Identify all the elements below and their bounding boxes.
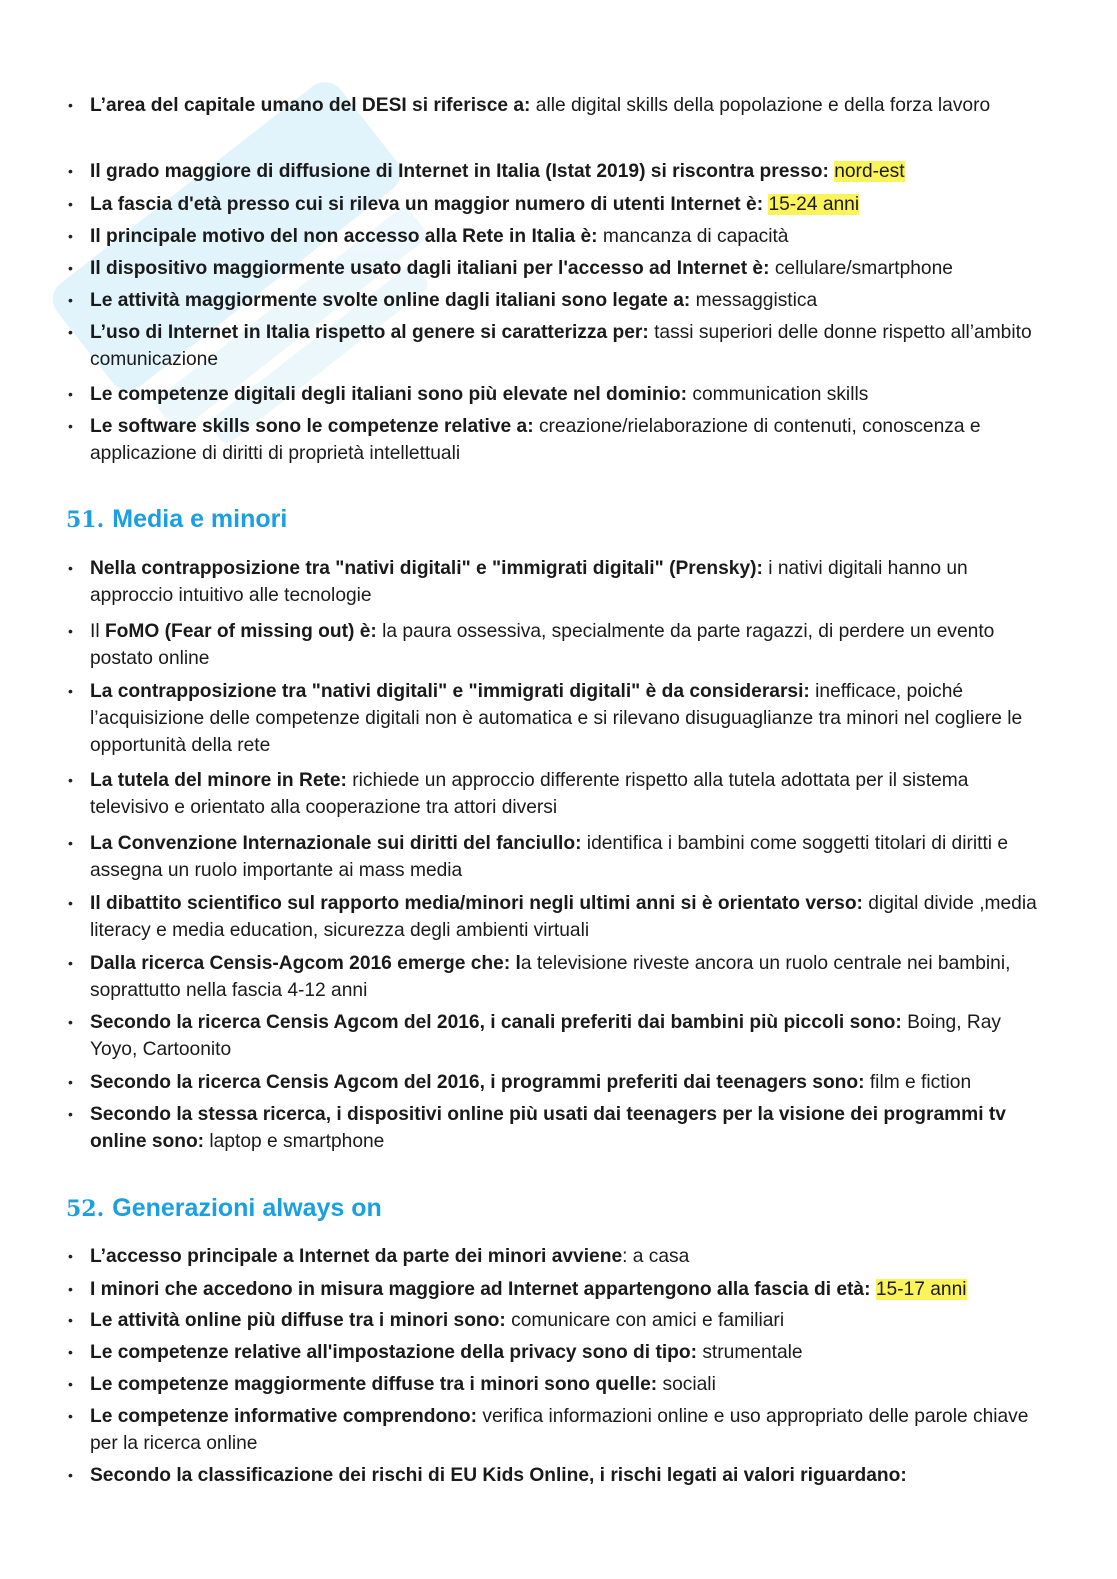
question: Il grado maggiore di diffusione di Internet in Italia (Istat 2019) si riscontra presso: bbox=[90, 161, 829, 182]
list-item bbox=[90, 287, 1045, 314]
list-item bbox=[90, 1371, 1045, 1398]
question: Il dibattito scientifico sul rapporto media/minori negli ultimi anni si è orientato verso: bbox=[90, 893, 863, 914]
section-number: 52. bbox=[66, 1196, 105, 1222]
answer: i nativi digitali hanno un approccio intuitivo alle tecnologie bbox=[90, 558, 968, 606]
answer: laptop e smartphone bbox=[204, 1131, 385, 1152]
list-item bbox=[90, 413, 1045, 467]
list-item bbox=[90, 191, 1045, 218]
question: La tutela del minore in Rete: bbox=[90, 770, 347, 791]
section-title: Generazioni always on bbox=[112, 1194, 382, 1222]
list-item bbox=[90, 1101, 1045, 1155]
answer: richiede un approccio differente rispetto alla tutela adottata per il sistema televisivo e orientato alla cooperazione tra attori diversi bbox=[90, 770, 969, 818]
prefix: Il bbox=[90, 621, 105, 642]
answer: : a casa bbox=[622, 1246, 690, 1267]
highlighted-answer: 15-17 anni bbox=[875, 1279, 967, 1300]
answer: identifica i bambini come soggetti titolari di diritti e assegna un ruolo importante ai mass media bbox=[90, 833, 1009, 881]
list-item bbox=[90, 158, 1045, 185]
section-heading bbox=[66, 1192, 382, 1225]
question: La Convenzione Internazionale sui diritti del fanciullo: bbox=[90, 833, 582, 854]
question: Le competenze digitali degli italiani sono più elevate nel dominio: bbox=[90, 384, 688, 405]
question: Secondo la ricerca Censis Agcom del 2016, i programmi preferiti dai teenagers sono: bbox=[90, 1072, 865, 1093]
answer: la paura ossessiva, specialmente da parte ragazzi, di perdere un evento postato online bbox=[90, 621, 995, 669]
question: Le competenze informative comprendono: bbox=[90, 1406, 478, 1427]
section-title: Media e minori bbox=[112, 505, 288, 533]
list-item bbox=[90, 890, 1045, 944]
list-item bbox=[90, 1307, 1045, 1334]
answer: Boing, Ray Yoyo, Cartoonito bbox=[90, 1012, 1001, 1060]
list-item bbox=[90, 1009, 1045, 1063]
question: La fascia d'età presso cui si rileva un maggior numero di utenti Internet è: bbox=[90, 194, 764, 215]
question: Il principale motivo del non accesso alla Rete in Italia è: bbox=[90, 226, 598, 247]
question: Le competenze relative all'impostazione della privacy sono di tipo: bbox=[90, 1342, 697, 1363]
list-item bbox=[90, 255, 1045, 282]
answer: tassi superiori delle donne rispetto all’ambito comunicazione bbox=[90, 322, 1032, 370]
list-item bbox=[90, 1462, 1045, 1489]
question: La contrapposizione tra "nativi digitali" e "immigrati digitali" è da considerarsi: bbox=[90, 681, 810, 702]
question: Il dispositivo maggiormente usato dagli italiani per l'accesso ad Internet è: bbox=[90, 258, 770, 279]
question: Nella contrapposizione tra "nativi digitali" e "immigrati digitali" (Prensky): bbox=[90, 558, 763, 579]
list-item bbox=[90, 223, 1045, 250]
question: L’area del capitale umano del DESI si riferisce a: bbox=[90, 95, 531, 116]
list-item bbox=[90, 1276, 1045, 1303]
question: Le attività maggiormente svolte online dagli italiani sono legate a: bbox=[90, 290, 691, 311]
list-item bbox=[90, 767, 1045, 821]
section-number: 51. bbox=[66, 507, 105, 533]
list-item bbox=[90, 950, 1045, 1004]
question: I minori che accedono in misura maggiore ad Internet appartengono alla fascia di età: bbox=[90, 1279, 871, 1300]
question: Le competenze maggiormente diffuse tra i minori sono quelle: bbox=[90, 1374, 658, 1395]
list-item bbox=[90, 1243, 1045, 1270]
answer: cellulare/smartphone bbox=[769, 258, 953, 279]
answer: film e fiction bbox=[864, 1072, 972, 1093]
list-item bbox=[90, 319, 1045, 373]
section-heading bbox=[66, 503, 287, 536]
list-item bbox=[90, 381, 1045, 408]
list-item bbox=[90, 830, 1045, 884]
highlighted-answer: 15-24 anni bbox=[768, 194, 860, 215]
answer: alle digital skills della popolazione e della forza lavoro bbox=[530, 95, 991, 116]
question: Le attività online più diffuse tra i minori sono: bbox=[90, 1310, 506, 1331]
answer: comunicare con amici e familiari bbox=[505, 1310, 785, 1331]
answer: verifica informazioni online e uso appropriato delle parole chiave per la ricerca online bbox=[90, 1406, 1029, 1454]
answer: digital divide ,media literacy e media education, sicurezza degli ambienti virtuali bbox=[90, 893, 1037, 941]
answer: inefficace, poiché l’acquisizione delle competenze digitali non è automatica e si rilevano disuguaglianze tra minori nel cogliere le opportunità della rete bbox=[90, 681, 1023, 756]
list-item bbox=[90, 555, 1045, 609]
answer: messaggistica bbox=[690, 290, 818, 311]
question: FoMO (Fear of missing out) è: bbox=[104, 621, 377, 642]
answer: sociali bbox=[657, 1374, 716, 1395]
list-item bbox=[90, 678, 1045, 759]
answer: a televisione riveste ancora un ruolo centrale nei bambini, soprattutto nella fascia 4-12 anni bbox=[90, 953, 1011, 1001]
question: Secondo la ricerca Censis Agcom del 2016, i canali preferiti dai bambini più piccoli sono: bbox=[90, 1012, 902, 1033]
list-item bbox=[90, 1339, 1045, 1366]
question: Secondo la classificazione dei rischi di EU Kids Online, i rischi legati ai valori riguardano: bbox=[90, 1465, 907, 1486]
list-item bbox=[90, 1069, 1045, 1096]
answer: creazione/rielaborazione di contenuti, conoscenza e applicazione di diritti di proprietà intellettuali bbox=[90, 416, 981, 464]
answer: strumentale bbox=[697, 1342, 803, 1363]
answer: communication skills bbox=[687, 384, 869, 405]
question: L’uso di Internet in Italia rispetto al genere si caratterizza per: bbox=[90, 322, 649, 343]
list-item bbox=[90, 92, 1045, 119]
answer: mancanza di capacità bbox=[597, 226, 789, 247]
list-item bbox=[90, 618, 1045, 672]
question: Secondo la stessa ricerca, i dispositivi online più usati dai teenagers per la visione dei programmi tv online sono: bbox=[90, 1104, 1006, 1152]
question: Le software skills sono le competenze relative a: bbox=[90, 416, 534, 437]
question: L’accesso principale a Internet da parte dei minori avviene bbox=[90, 1246, 623, 1267]
list-item bbox=[90, 1403, 1045, 1457]
highlighted-answer: nord-est bbox=[834, 161, 905, 182]
question: Dalla ricerca Censis-Agcom 2016 emerge che: l bbox=[90, 953, 521, 974]
